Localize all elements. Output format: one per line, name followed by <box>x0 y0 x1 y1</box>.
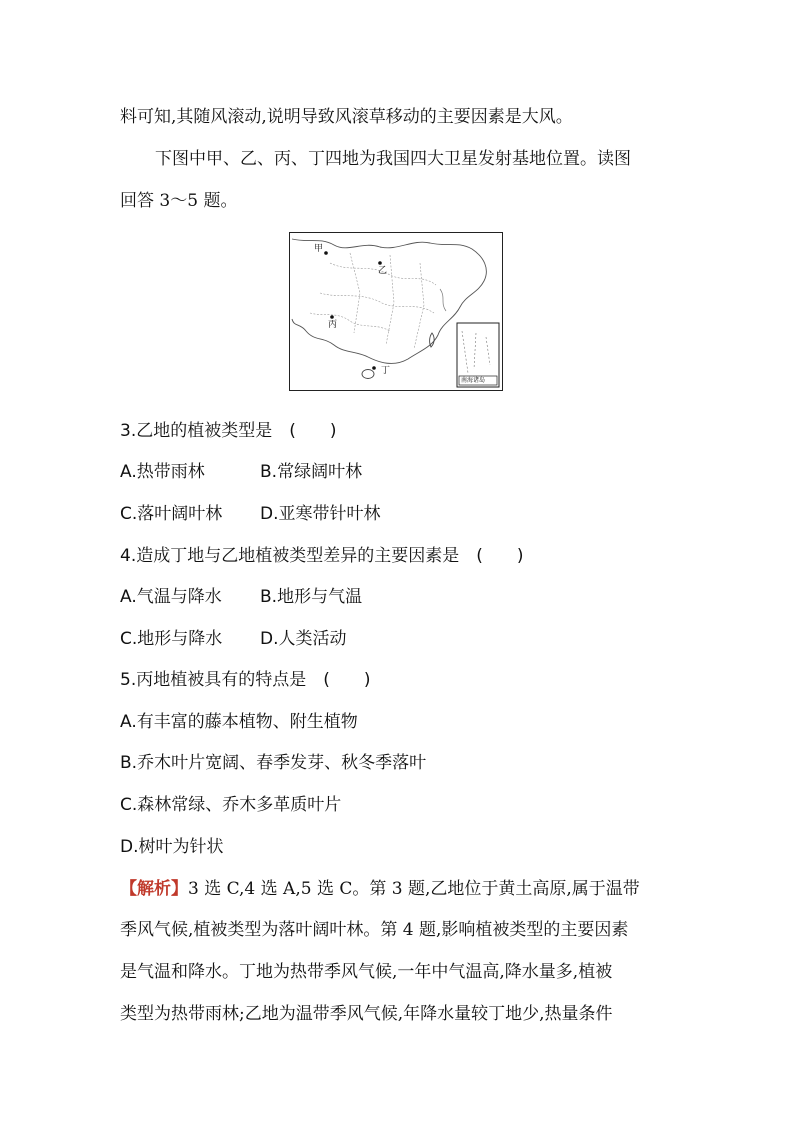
option-4a[interactable]: A.气温与降水 <box>120 587 222 607</box>
option-4c[interactable]: C.地形与降水 <box>120 629 223 649</box>
option-3d[interactable]: D.亚寒带针叶林 <box>260 504 381 524</box>
option-5a[interactable]: A.有丰富的藤本植物、附生植物 <box>120 712 358 732</box>
option-5d[interactable]: D.树叶为针状 <box>120 837 224 857</box>
question-4-options-row-2 <box>120 628 347 650</box>
map-inset-caption: 南海诸岛 <box>461 377 486 384</box>
question-4-options-row-1 <box>120 586 362 608</box>
map-label-bing: 丙 <box>328 320 338 330</box>
map-label-yi: 乙 <box>378 266 388 276</box>
question-3-options-row-2 <box>120 503 381 525</box>
option-5c[interactable]: C.森林常绿、乔木多革质叶片 <box>120 795 342 815</box>
option-3c[interactable]: C.落叶阔叶林 <box>120 504 223 524</box>
question-3-stem: 3.乙地的植被类型是 ( ) <box>120 421 337 441</box>
question-4-stem: 4.造成丁地与乙地植被类型差异的主要因素是 ( ) <box>120 546 524 566</box>
option-3b[interactable]: B.常绿阔叶林 <box>260 462 363 482</box>
analysis-line-3: 是气温和降水。丁地为热带季风气候,一年中气温高,降水量多,植被 <box>120 962 613 982</box>
map-label-ding: 丁 <box>381 366 391 376</box>
analysis-line-4: 类型为热带雨林;乙地为温带季风气候,年降水量较丁地少,热量条件 <box>120 1004 613 1024</box>
option-5b[interactable]: B.乔木叶片宽阔、春季发芽、秋冬季落叶 <box>120 753 427 773</box>
analysis-line-1 <box>120 878 640 900</box>
analysis-text-1: 3 选 C,4 选 A,5 选 C。第 3 题,乙地位于黄土高原,属于温带 <box>188 879 640 899</box>
analysis-line-2: 季风气候,植被类型为落叶阔叶林。第 4 题,影响植被类型的主要因素 <box>120 920 629 940</box>
intro-line-3: 回答 3～5 题。 <box>120 191 238 211</box>
option-3a[interactable]: A.热带雨林 <box>120 462 205 482</box>
intro-line-1: 料可知,其随风滚动,说明导致风滚草移动的主要因素是大风。 <box>120 107 573 127</box>
intro-line-2: 下图中甲、乙、丙、丁四地为我国四大卫星发射基地位置。读图 <box>155 149 631 169</box>
china-map-figure <box>289 232 503 391</box>
china-map-drawing <box>290 233 502 390</box>
option-4b[interactable]: B.地形与气温 <box>260 587 363 607</box>
analysis-tag: 【解析】 <box>120 879 188 899</box>
option-4d[interactable]: D.人类活动 <box>260 629 347 649</box>
question-3-options-row-1 <box>120 461 362 483</box>
question-5-stem: 5.丙地植被具有的特点是 ( ) <box>120 670 371 690</box>
map-label-jia: 甲 <box>314 244 324 254</box>
